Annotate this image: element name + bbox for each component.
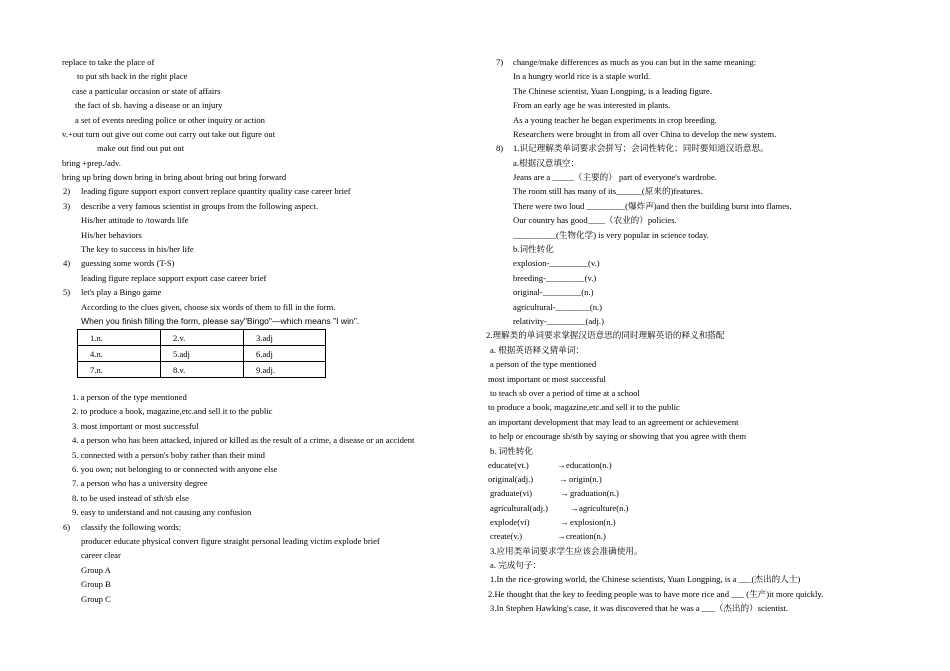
item-number: 8) [496, 143, 504, 153]
case-definition: case a particular occasion or state of affairs [72, 86, 221, 96]
fill-blank-sentence: __________(生物化学) is very popular in science today. [513, 230, 709, 240]
clue-item: 5. connected with a person's boby rather than their mind [72, 450, 265, 460]
arrow-icon: → [557, 531, 566, 541]
definition-line: to produce a book, magazine,etc.and sell it to the public [488, 402, 680, 412]
table-cell[interactable]: 4.n. [78, 346, 161, 362]
fill-blank-sentence: Jeans are a _____（主要的） part of everyone's wardrobe. [513, 172, 717, 182]
item-number: 7) [496, 57, 504, 67]
item-3-aspect: The key to success in his/her life [81, 244, 194, 254]
clue-item: 8. to be used instead of sth/sb else [72, 493, 189, 503]
table-cell[interactable]: 2.v. [161, 330, 244, 346]
conversion-to: origin(n.) [569, 474, 602, 484]
group-b-label: Group B [81, 579, 111, 589]
item-2-words: leading figure support export convert replace quantity quality case career brief [81, 186, 351, 196]
definition-line: most important or most successful [488, 374, 606, 384]
table-cell[interactable]: 1.n. [78, 330, 161, 346]
bingo-table [77, 329, 326, 378]
definition-line: to help or encourage sb/sth by saying or showing that you agree with them [490, 431, 747, 441]
clue-item: 9. easy to understand and not causing any confusion [72, 507, 252, 517]
arrow-icon: → [560, 488, 569, 498]
conversion-from: graduate(vi) [490, 488, 532, 498]
item-8-a-heading: a.根据汉意填空： [513, 158, 580, 168]
item-number: 4) [63, 258, 71, 268]
complete-sentence: 3.In Stephen Hawking's case, it was discovered that he was a ___（杰出的）scientist. [490, 603, 788, 613]
clue-item: 4. a person who has been attacked, injured or killed as the result of a crime, a disease or an accident [72, 435, 415, 445]
word-form-item: agricultural-________(n.) [513, 302, 603, 312]
item-8-text: 1.识记理解类单词要求会拼写；会词性转化；同时要知道汉语意思。 [513, 143, 769, 153]
section-3-a-heading: a. 完成句子： [490, 560, 542, 570]
conversion-to: agriculture(n.) [579, 503, 629, 513]
section-2-b-heading: b. 词性转化 [490, 446, 533, 456]
clue-item: 1. a person of the type mentioned [72, 392, 187, 402]
table-cell[interactable]: 8.v. [161, 362, 244, 378]
table-row [78, 346, 326, 362]
conversion-from: educate(vt.) [488, 460, 529, 470]
section-2-title: 2.理解类的单词要求掌握汉语意思的同时理解英语的释义和搭配 [486, 330, 725, 340]
item-6-text: classify the following words: [81, 522, 182, 532]
definition-line: to teach sb over a period of time at a school [490, 388, 640, 398]
item-7-text: change/make differences as much as you can but in the same meaning: [513, 57, 757, 67]
item-7-sentence: In a hungry world rice is a staple world. [513, 71, 651, 81]
item-5-instruction: According to the clues given, choose six words of them to fill in the form. [81, 302, 336, 312]
bring-prep-heading: bring +prep./adv. [62, 158, 121, 168]
table-cell[interactable]: 7.n. [78, 362, 161, 378]
clue-item: 2. to produce a book, magazine,etc.and sell it to the public [72, 406, 273, 416]
table-cell[interactable]: 6.adj [244, 346, 326, 362]
item-5-text: let's play a Bingo game [81, 287, 162, 297]
group-a-label: Group A [81, 565, 111, 575]
item-number: 6) [63, 522, 71, 532]
item-7-sentence: The Chinese scientist, Yuan Longping, is a leading figure. [513, 86, 712, 96]
item-6-words: producer educate physical convert figure straight personal leading victim explode brief [81, 536, 380, 546]
item-5-instruction-2: When you finish filling the form, please say"Bingo"—which means "I win". [81, 316, 360, 326]
conversion-to: education(n.) [566, 460, 612, 470]
fill-blank-sentence: The room still has many of its______(原来的)features. [513, 186, 703, 196]
item-7-sentence: Researchers were brought in from all over China to develop the new system. [513, 129, 777, 139]
fill-blank-sentence: There were two loud _________(爆炸声)and then the building burst into flames. [513, 201, 792, 211]
section-3-title: 3.应用类单词要求学生应该会准确使用。 [490, 546, 643, 556]
phrasal-verbs-out: v.+out turn out give out come out carry out take out figure out [62, 129, 276, 139]
item-7-sentence: From an early age he was interested in plants. [513, 100, 671, 110]
item-3-text: describe a very famous scientist in groups from the following aspect. [81, 201, 318, 211]
item-7-sentence: As a young teacher he began experiments in crop breeding. [513, 115, 717, 125]
group-c-label: Group C [81, 594, 111, 604]
clue-item: 7. a person who has a university degree [72, 478, 208, 488]
item-4-words: leading figure replace support export case career brief [81, 273, 267, 283]
arrow-icon: → [557, 460, 566, 470]
arrow-icon: → [570, 503, 579, 513]
conversion-to: creation(n.) [566, 531, 606, 541]
conversion-from: create(v.) [490, 531, 523, 541]
table-cell[interactable]: 3.adj [244, 330, 326, 346]
word-form-item: explosion-_________(v.) [513, 258, 600, 268]
arrow-icon: → [559, 474, 568, 484]
case-definition-2: the fact of sb. having a disease or an injury [75, 100, 223, 110]
item-4-text: guessing some words (T-S) [81, 258, 175, 268]
bring-phrases: bring up bring down bring in bring about bring out bring forward [62, 172, 287, 182]
replace-definition-2: to put sth back in the right place [77, 71, 188, 81]
section-2-a-heading: a. 根据英语释义猜单词： [490, 345, 585, 355]
word-form-item: relativity-_________(adj.) [513, 316, 604, 326]
table-cell[interactable]: 9.adj. [244, 362, 326, 378]
case-definition-3: a set of events needing police or other inquiry or action [75, 115, 265, 125]
fill-blank-sentence: Our country has good____（农业的）policies. [513, 215, 677, 225]
complete-sentence: 1.In the rice-growing world, the Chinese scientists, Yuan Longping, is a ___(杰出的人士) [490, 574, 801, 584]
item-number: 5) [63, 287, 71, 297]
item-3-aspect: His/her behaviors [81, 230, 142, 240]
phrasal-verbs-out-2: make out find out put out [97, 143, 185, 153]
conversion-from: explode(vi) [490, 517, 530, 527]
replace-definition: replace to take the place of [62, 57, 155, 67]
item-6-words-2: career clear [81, 550, 121, 560]
clue-item: 3. most important or most successful [72, 421, 199, 431]
definition-line: an important development that may lead to an agreement or achievement [488, 417, 739, 427]
table-cell[interactable]: 5.adj [161, 346, 244, 362]
word-form-item: breeding-_________(v.) [513, 273, 597, 283]
definition-line: a person of the type mentioned [490, 359, 597, 369]
table-row [78, 362, 326, 378]
conversion-to: explosion(n.) [570, 517, 616, 527]
clue-item: 6. you own; not belonging to or connected with anyone else [72, 464, 278, 474]
word-form-item: original-_________(n.) [513, 287, 594, 297]
item-8-b-heading: b.词性转化 [513, 244, 554, 254]
table-row [78, 330, 326, 346]
item-number: 3) [63, 201, 71, 211]
item-3-aspect: His/her attitude to /towards life [81, 215, 189, 225]
complete-sentence: 2.He thought that the key to feeding people was to have more rice and ___ (生产)it more quickly. [488, 589, 824, 599]
conversion-from: agricultural(adj.) [490, 503, 548, 513]
arrow-icon: → [560, 517, 569, 527]
conversion-to: graduation(n.) [570, 488, 619, 498]
conversion-from: original(adj.) [488, 474, 534, 484]
item-number: 2) [63, 186, 71, 196]
